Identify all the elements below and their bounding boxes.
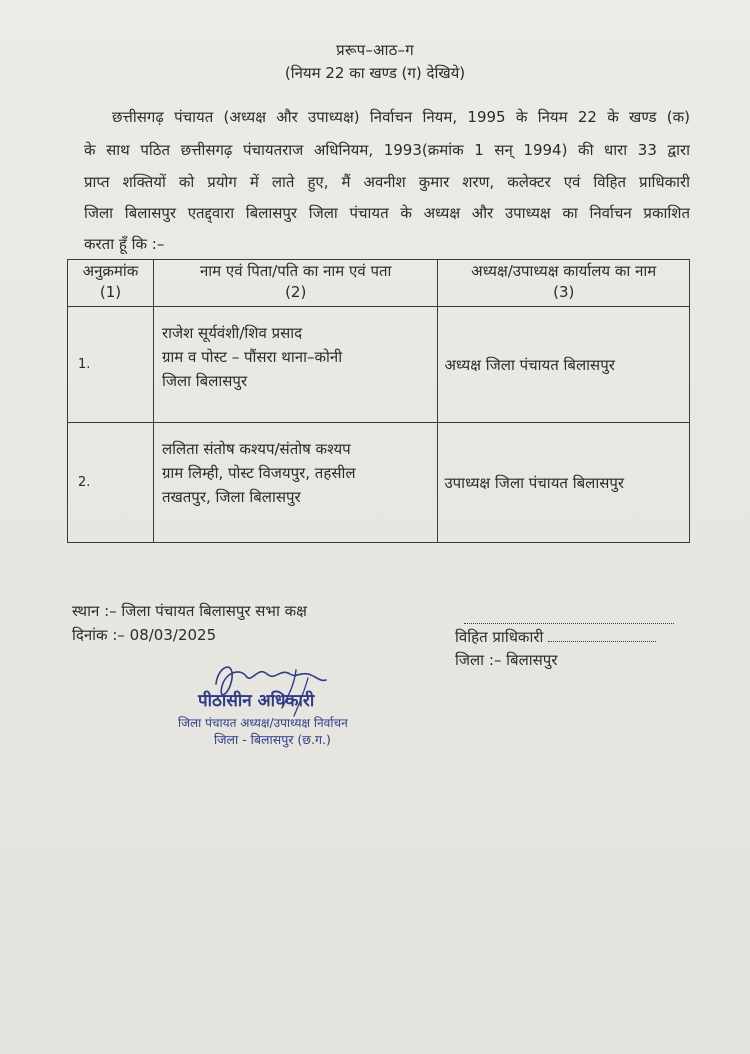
authority-line — [455, 627, 656, 647]
row-address-line: ग्राम लिम्ही, पोस्ट विजयपुर, तहसील — [161, 464, 356, 482]
header-name — [153, 260, 438, 307]
header-serial — [68, 260, 154, 307]
row-address-line: तखतपुर, जिला बिलासपुर — [161, 488, 301, 506]
official-stamp — [170, 660, 400, 750]
form-title: प्ररूप–आठ–ग — [336, 41, 414, 59]
form-subtitle: (नियम 22 का खण्ड (ग) देखिये) — [284, 64, 466, 82]
header-serial-label: अनुक्रमांक — [82, 262, 139, 280]
authority-dotted-line — [548, 640, 656, 642]
row-serial: 2. — [68, 423, 154, 543]
body-line-5: करता हूँ कि :– — [84, 235, 165, 253]
row-name-line: ललिता संतोष कश्यप/संतोष कश्यप — [161, 440, 351, 458]
header-name-num: (2) — [285, 283, 307, 301]
body-line-2: के साथ पठित छत्तीसगढ़ पंचायतराज अधिनियम, 1993(क्रमांक 1 सन् 1994) की धारा 33 द्वारा — [84, 141, 690, 159]
place-line: स्थान :– जिला पंचायत बिलासपुर सभा कक्ष — [72, 602, 307, 620]
row-name-line: राजेश सूर्यवंशी/शिव प्रसाद — [161, 324, 303, 342]
header-office — [438, 260, 690, 307]
header-office-label: अध्यक्ष/उपाध्यक्ष कार्यालय का नाम — [471, 262, 657, 280]
signature-dotted-line — [464, 622, 674, 624]
date-line: दिनांक :– 08/03/2025 — [72, 626, 217, 644]
body-line-4: जिला बिलासपुर एतद्द्वारा बिलासपुर जिला पंचायत के अध्यक्ष और उपाध्यक्ष का निर्वाचन प्रकाशित — [84, 204, 690, 222]
header-serial-num: (1) — [99, 283, 122, 301]
header-name-label: नाम एवं पिता/पति का नाम एवं पता — [199, 262, 392, 280]
table-header-row — [68, 260, 690, 307]
row-name-address — [153, 423, 438, 543]
results-table — [67, 259, 690, 543]
header-office-num: (3) — [553, 283, 575, 301]
authority-label: विहित प्राधिकारी — [455, 628, 544, 646]
body-line-3: प्राप्त शक्तियों को प्रयोग में लाते हुए, मैं अवनीश कुमार शरण, कलेक्टर एवं विहित प्राधिकारी — [84, 173, 690, 191]
district-line: जिला :– बिलासपुर — [455, 651, 558, 669]
row-address-line: ग्राम व पोस्ट – पौंसरा थाना–कोनी — [161, 348, 343, 366]
row-office: उपाध्यक्ष जिला पंचायत बिलासपुर — [438, 423, 690, 543]
table-row — [68, 307, 690, 423]
stamp-line-2: जिला पंचायत अध्यक्ष/उपाध्यक्ष निर्वाचन — [178, 716, 348, 730]
body-line-1: छत्तीसगढ़ पंचायत (अध्यक्ष और उपाध्यक्ष) निर्वाचन नियम, 1995 के नियम 22 के खण्ड (क) — [112, 108, 690, 126]
row-address-line: जिला बिलासपुर — [161, 372, 248, 390]
stamp-line-3: जिला - बिलासपुर (छ.ग.) — [214, 732, 331, 747]
row-office: अध्यक्ष जिला पंचायत बिलासपुर — [438, 307, 690, 423]
stamp-title: पीठासीन अधिकारी — [198, 691, 315, 711]
row-name-address — [153, 307, 438, 423]
row-serial: 1. — [68, 307, 154, 423]
table-row — [68, 423, 690, 543]
